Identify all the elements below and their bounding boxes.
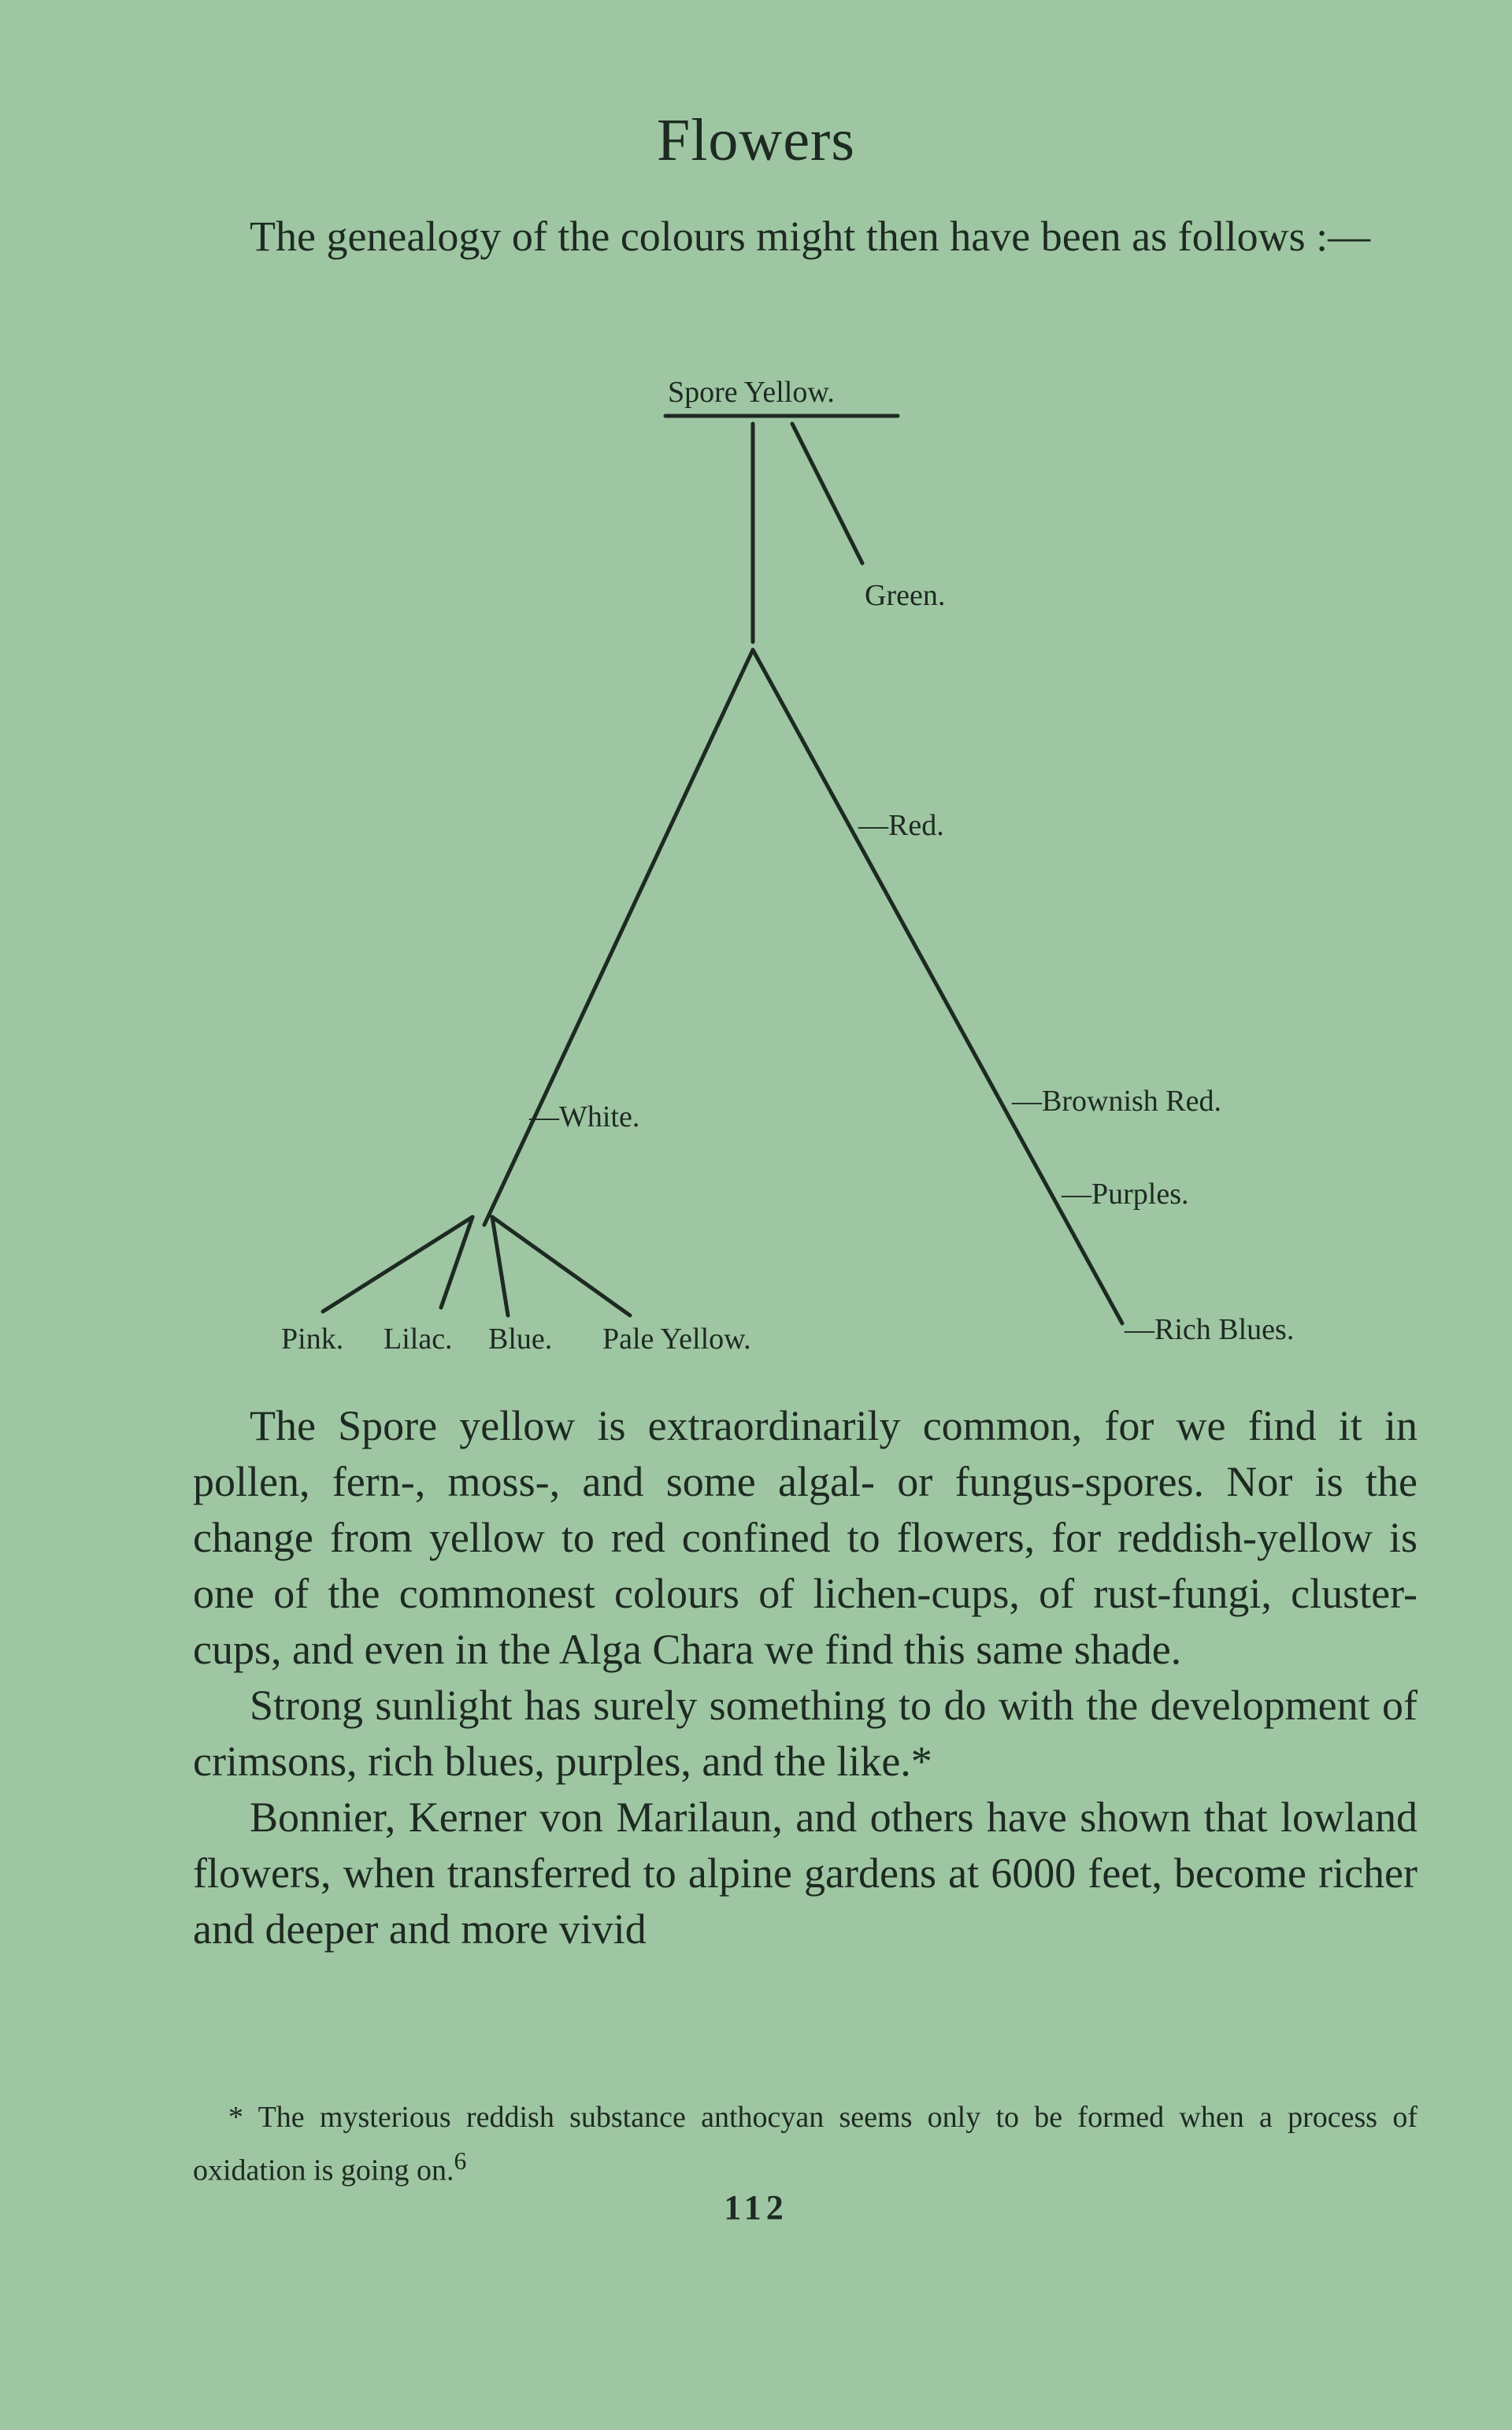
node-green: Green. [865,579,946,612]
pink-branch-line [323,1217,472,1311]
paragraph-1: The Spore yellow is extraordinarily common, for we find it in pollen, fern-, moss-, and some algal- or fungus-spores. Nor is the change from yellow to red confined to flowers, for reddish-yellow is one of the commonest colours of lichen-cups, of rust-fungi, cluster-cups, and even in the Alga Chara we find this same shade. [193,1402,1418,1673]
paragraph-2: Strong sunlight has surely something to do with the development of crimsons, rich blues, purples, and the like.* [193,1682,1418,1785]
white-branch-line [484,650,753,1225]
paragraph-3: Bonnier, Kerner von Marilaun, and others have shown that lowland flowers, when transferred to alpine gardens at 6000 feet, become richer and deeper and more vivid [193,1794,1418,1953]
pale-yellow-branch-line [492,1217,630,1315]
running-head: Flowers [657,107,855,173]
intro-text: The genealogy of the colours might then have been as follows :— [250,213,1371,260]
node-blue: Blue. [488,1323,553,1356]
page-number: 112 [724,2188,788,2227]
footnote-text: * The mysterious reddish substance anthocyan seems only to be formed when a process of oxidation is going on. [193,2101,1418,2187]
node-white: —White. [529,1100,640,1133]
green-branch-line [792,424,862,563]
lilac-branch-line [441,1217,472,1308]
node-lilac: Lilac. [384,1323,453,1356]
node-brownish-red: —Brownish Red. [1012,1085,1221,1118]
blue-branch-line [492,1217,508,1315]
body-text [193,1398,1418,1957]
footnote-paragraph [193,2095,1418,2193]
footnote-reference: 6 [454,2147,467,2175]
node-red: —Red. [858,809,944,842]
footnote [193,2095,1418,2193]
node-purples: —Purples. [1062,1178,1189,1211]
blues-branch-line [753,650,1122,1323]
node-pink: Pink. [281,1323,344,1356]
node-spore-yellow: Spore Yellow. [668,376,835,409]
node-rich-blues: —Rich Blues. [1125,1313,1295,1346]
node-pale-yellow: Pale Yellow. [602,1323,751,1356]
